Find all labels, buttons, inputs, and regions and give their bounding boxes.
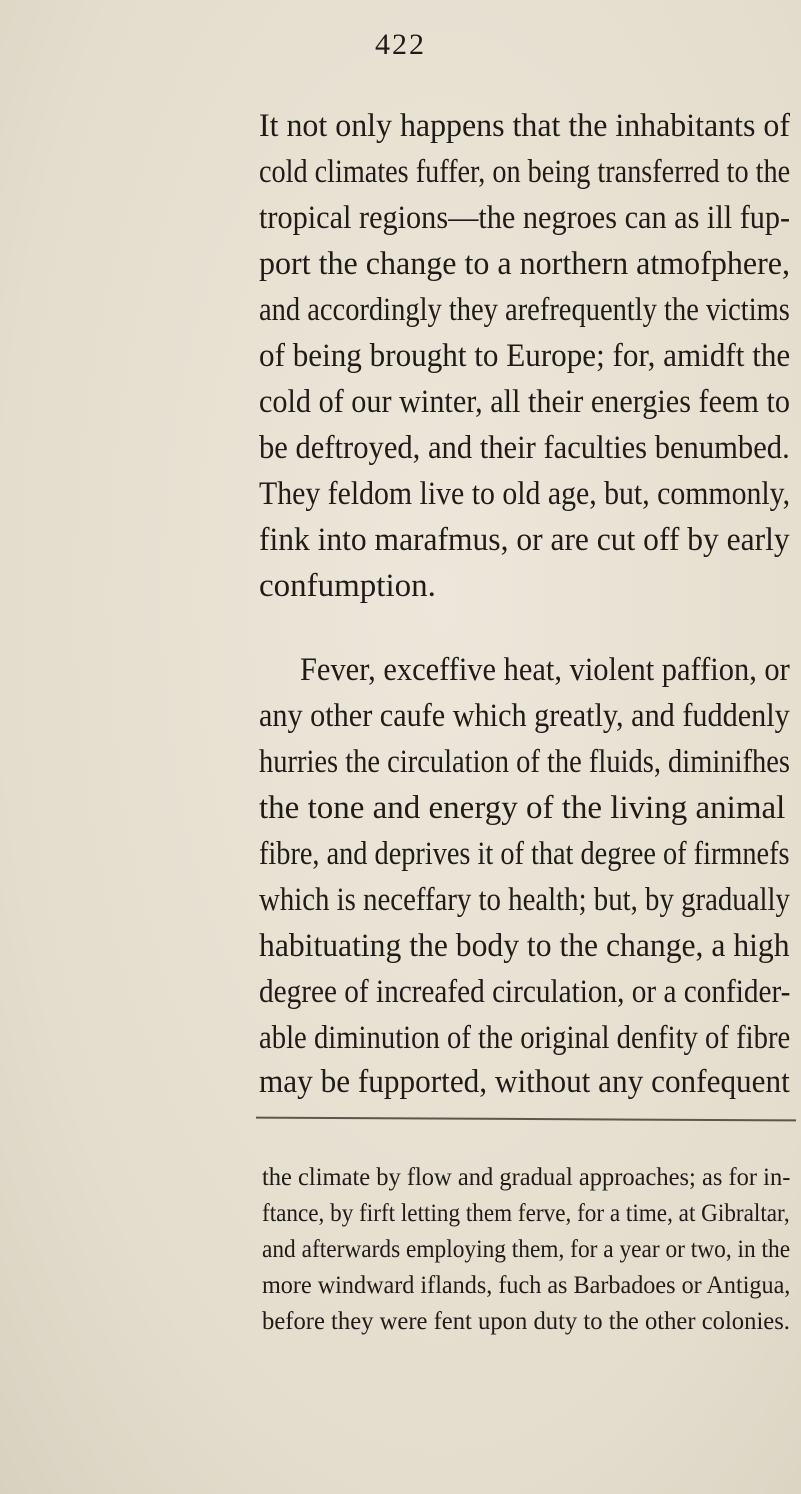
footnote-line: and afterwards employing them, for a year or two, in the [262, 1236, 791, 1263]
footnote-rule [256, 1117, 796, 1122]
text-line: which is neceffary to health; but, by gradually [259, 882, 790, 918]
text-line: tropical regions—the negroes can as ill fup- [259, 200, 791, 236]
footnote-line: the climate by flow and gradual approaches; as for in- [262, 1164, 791, 1191]
footnote-line: ftance, by firft letting them ferve, for a time, at Gibraltar, [262, 1200, 790, 1227]
text-line: able diminution of the original denfity of fibre [259, 1020, 791, 1056]
text-line: cold climates fuffer, on being transferred to the [259, 154, 791, 190]
footnote-line: more windward iflands, fuch as Barbadoes or Antigua, [262, 1272, 791, 1299]
text-line: be deftroyed, and their faculties benumbed. [259, 430, 790, 466]
text-line: They feldom live to old age, but, commonly, [259, 476, 791, 512]
footnote-line: before they were fent upon duty to the other colonies. [262, 1308, 790, 1335]
text-line: habituating the body to the change, a high [259, 928, 790, 964]
page-number: 422 [375, 28, 426, 61]
text-line: It not only happens that the inhabitants of [259, 108, 790, 144]
text-line: degree of increafed circulation, or a confider- [259, 974, 791, 1010]
text-line: fibre, and deprives it of that degree of firmnefs [259, 836, 790, 872]
text-line: Fever, exceffive heat, violent paffion, or [300, 652, 790, 688]
text-line: cold of our winter, all their energies feem to [259, 384, 790, 420]
text-line: of being brought to Europe; for, amidft the [259, 338, 791, 374]
text-line: and accordingly they arefrequently the victims [259, 292, 790, 328]
text-line: may be fupported, without any confequent [259, 1064, 790, 1100]
text-line: any other caufe which greatly, and fuddenly [259, 698, 790, 734]
text-line: hurries the circulation of the fluids, diminifhes [259, 744, 790, 780]
text-line: port the change to a northern atmofphere, [259, 246, 791, 282]
text-line: fink into marafmus, or are cut off by early [259, 522, 790, 558]
text-line: confumption. [259, 568, 436, 604]
text-line: the tone and energy of the living animal [259, 790, 786, 826]
